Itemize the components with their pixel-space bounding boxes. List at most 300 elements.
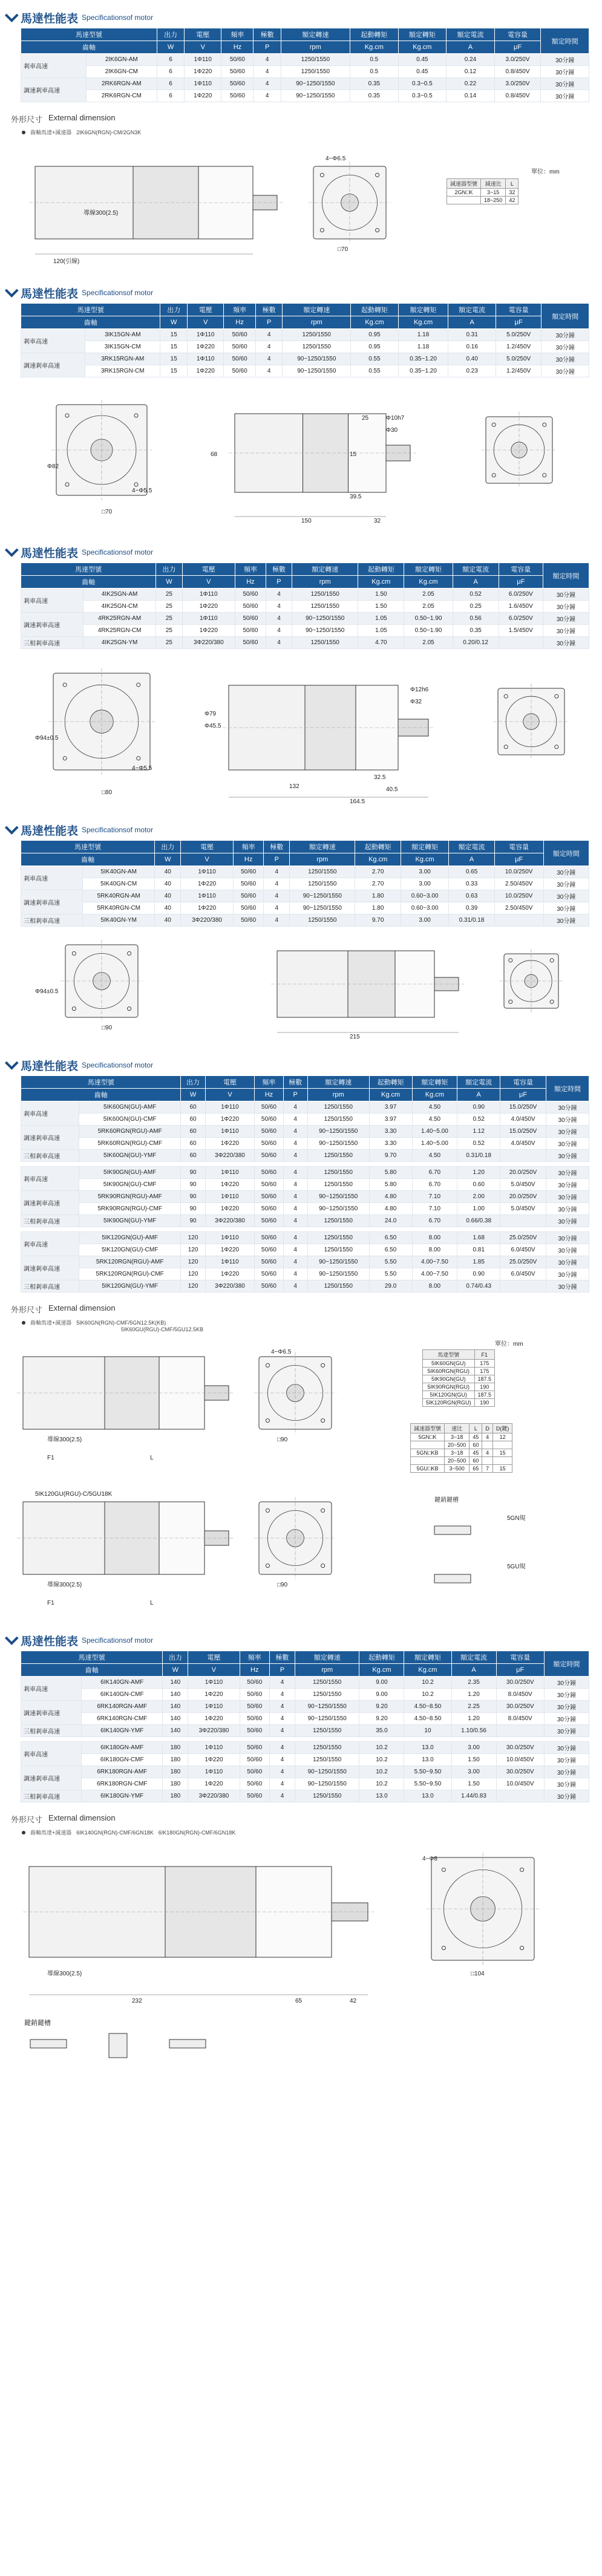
table-cell xyxy=(500,1215,546,1227)
table-cell: 1.50 xyxy=(358,601,404,613)
table-cell: 25 xyxy=(156,601,182,613)
subheader-cell: A xyxy=(447,41,495,54)
table-cell: 5IK60GN(GU)-AMF xyxy=(79,1101,181,1114)
table-cell: 180 xyxy=(163,1754,188,1766)
table-cell: 90~1250/1550 xyxy=(295,1713,359,1725)
table-cell: 0.60~3.00 xyxy=(401,890,449,902)
table-cell: 2.25 xyxy=(451,1701,496,1713)
dim-label: 5GU規 xyxy=(507,1564,526,1570)
table-cell: 5RK90RGN(RGU)-CMF xyxy=(79,1203,181,1215)
table-cell: 90~1250/1550 xyxy=(295,1778,359,1790)
table-cell: 1Φ110 xyxy=(188,1742,240,1754)
header-cell: 頻率 xyxy=(240,1651,269,1664)
table-cell: 30.0/250V xyxy=(496,1766,544,1778)
table-cell: 30分鐘 xyxy=(546,1268,589,1280)
subheader-cell: μF xyxy=(500,1089,546,1101)
table-cell: 1250/1550 xyxy=(295,1742,359,1754)
table-cell: 3.30 xyxy=(369,1126,412,1138)
table-cell: 4IK25GN-CM xyxy=(83,601,155,613)
subheader-cell: V xyxy=(182,576,235,589)
spec-table xyxy=(21,1075,589,1293)
table-cell: 6RK140RGN-CMF xyxy=(82,1713,163,1725)
gear-face-4ik xyxy=(493,683,569,760)
table-cell: 90~1250/1550 xyxy=(307,1126,369,1138)
table-cell: 5.0/450V xyxy=(500,1179,546,1191)
header-cell: 電壓 xyxy=(188,304,224,316)
table-cell: 50/60 xyxy=(235,625,266,637)
dim-label: L xyxy=(150,1455,154,1461)
table-cell: 30分鐘 xyxy=(546,1244,589,1256)
table-cell: 3Φ220/380 xyxy=(181,915,234,927)
dim-label: □70 xyxy=(102,509,113,515)
header-cell: 頻率 xyxy=(255,1076,283,1089)
table-cell: 4.00~7.50 xyxy=(412,1268,457,1280)
header-cell: 額定電流 xyxy=(449,841,494,853)
table-cell: 3Φ220/380 xyxy=(182,637,235,649)
mini-cell: 3~500 xyxy=(445,1465,469,1473)
table-cell: 50/60 xyxy=(221,78,254,90)
header-cell: 額定電流 xyxy=(457,1076,500,1089)
header-cell: 額定電流 xyxy=(453,563,499,576)
table-cell: 2.50/450V xyxy=(494,902,543,915)
table-row xyxy=(21,1754,589,1766)
table-cell: 50/60 xyxy=(240,1790,269,1802)
header-cell: 頻率 xyxy=(221,28,254,41)
table-row xyxy=(21,365,589,377)
dim-label: F1 xyxy=(47,1455,54,1461)
dim-title-zh: 外形尺寸 xyxy=(11,1306,43,1315)
table-cell: 140 xyxy=(163,1725,188,1737)
table-cell: 3Φ220/380 xyxy=(205,1215,255,1227)
drawing-svg xyxy=(11,1332,592,1623)
header-cell: 電壓 xyxy=(205,1076,255,1089)
note-code: 5IK60GN(RGN)-CMF/5GN12.5K(KB) xyxy=(76,1319,166,1326)
table-cell: 6.0/450V xyxy=(500,1244,546,1256)
table-cell: 4 xyxy=(283,1179,307,1191)
dim-label: Φ94±0.5 xyxy=(35,988,59,995)
table-cell: 1Φ220 xyxy=(205,1138,255,1150)
note-code: 2IK6GN(RGN)-CM/2GN3K xyxy=(76,129,142,135)
table-cell: 50/60 xyxy=(233,915,263,927)
section-title-zh: 馬達性能表 xyxy=(21,1059,79,1073)
table-row xyxy=(21,1215,589,1227)
table-cell: 4RK25RGN-AM xyxy=(83,613,155,625)
table-cell: 90~1250/1550 xyxy=(292,613,358,625)
header-cell: 馬達型號 xyxy=(21,563,156,576)
subheader-cell: W xyxy=(156,576,182,589)
drawing-svg xyxy=(11,1836,592,2012)
table-cell: 4 xyxy=(283,1244,307,1256)
dim-label: 42 xyxy=(350,1998,357,2004)
table-cell: 4 xyxy=(283,1126,307,1138)
table-cell: 0.20/0.12 xyxy=(453,637,499,649)
table-cell: 1Φ220 xyxy=(188,1689,240,1701)
table-cell: 4IK25GN-AM xyxy=(83,589,155,601)
header-cell: 電容量 xyxy=(500,1076,546,1089)
table-cell: 1250/1550 xyxy=(307,1215,369,1227)
table-cell: 5RK40RGN-CM xyxy=(83,902,155,915)
subheader-cell: μF xyxy=(499,576,543,589)
subheader-cell: Hz xyxy=(233,853,263,866)
table-cell: 10.2 xyxy=(359,1766,404,1778)
table-cell: 4 xyxy=(283,1138,307,1150)
header-cell: 額定轉速 xyxy=(290,841,355,853)
subheader-cell: W xyxy=(160,316,188,329)
subheader-cell: Hz xyxy=(224,316,255,329)
header-cell: 額定轉矩 xyxy=(398,28,447,41)
table-cell: 9.00 xyxy=(359,1689,404,1701)
table-cell: 50/60 xyxy=(233,878,263,890)
keyway-icon xyxy=(109,2033,127,2058)
table-cell: 9.20 xyxy=(359,1701,404,1713)
header-cell: 額定時間 xyxy=(543,563,589,589)
group-label: 剎車高速 xyxy=(21,1167,79,1191)
group-label: 三相剎車高速 xyxy=(21,1215,79,1227)
table-row xyxy=(21,1766,589,1778)
side-view-5ik40 xyxy=(271,951,465,1017)
table-cell: 50/60 xyxy=(255,1215,283,1227)
table-cell: 13.0 xyxy=(404,1754,451,1766)
table-cell: 8.00 xyxy=(412,1232,457,1244)
dim-label: □90 xyxy=(277,1436,288,1443)
table-cell: 9.70 xyxy=(369,1150,412,1162)
table-row xyxy=(21,54,589,66)
header-cell: 出力 xyxy=(157,28,184,41)
table-cell: 10.2 xyxy=(359,1754,404,1766)
note-code: 5IK120GU(RGU)-C/5GU18K xyxy=(35,1491,113,1498)
table-cell: 4.00~7.50 xyxy=(412,1256,457,1268)
table-cell: 1.18 xyxy=(398,341,448,353)
dim-label: 4~Φ5.5 xyxy=(132,487,152,494)
table-cell: 15 xyxy=(160,353,188,365)
dim-title xyxy=(11,113,602,125)
table-cell: 0.35 xyxy=(453,625,499,637)
subheader-cell: W xyxy=(163,1664,188,1677)
section-title-en: Specificationsof motor xyxy=(82,13,154,22)
header-cell: 馬達型號 xyxy=(21,28,157,41)
table-row xyxy=(21,890,589,902)
table-cell: 30分鐘 xyxy=(546,1191,589,1203)
mini-cell: 60 xyxy=(469,1457,482,1465)
mini-cell: 65 xyxy=(469,1465,482,1473)
subheader-cell: A xyxy=(451,1664,496,1677)
table-cell: 1Φ220 xyxy=(182,601,235,613)
mini-cell: 42 xyxy=(506,197,519,204)
header-cell: 極數 xyxy=(255,304,283,316)
mini-cell: 190 xyxy=(474,1383,495,1391)
drawing-6ik xyxy=(11,1836,591,2012)
key-icon xyxy=(169,2040,206,2048)
check-icon xyxy=(5,1631,19,1645)
header-cell: 極數 xyxy=(269,1651,295,1664)
dim-label: 68 xyxy=(211,451,218,458)
mini-cell: 187.5 xyxy=(474,1375,495,1383)
table-cell: 4.0/450V xyxy=(500,1114,546,1126)
table-cell: 0.8/450V xyxy=(494,66,541,78)
table-row xyxy=(21,866,589,878)
subheader-cell: 齒軸 xyxy=(21,41,157,54)
mini-cell: 20~500 xyxy=(445,1457,469,1465)
group-label: 調速剎車高速 xyxy=(21,78,87,102)
table-cell: 140 xyxy=(163,1677,188,1689)
table-cell: 4.80 xyxy=(369,1203,412,1215)
table-cell: 6IK180GN-AMF xyxy=(82,1742,163,1754)
table-cell: 20.0/250V xyxy=(500,1167,546,1179)
table-cell: 40 xyxy=(155,890,181,902)
note-label: 齒軸馬達+減速器 xyxy=(30,1830,72,1836)
mini-cell xyxy=(411,1457,445,1465)
header-cell: 額定轉速 xyxy=(281,28,350,41)
table-cell: 2RK6RGN-AM xyxy=(86,78,157,90)
table-cell: 50/60 xyxy=(255,1179,283,1191)
table-cell: 2IK6GN-CM xyxy=(86,66,157,78)
table-cell: 4 xyxy=(283,1280,307,1293)
table-cell: 50/60 xyxy=(235,601,266,613)
dim-note-2: 5IK60GU(RGU)-CMF/5GU12.5KB xyxy=(121,1326,204,1332)
table-cell: 6.0/450V xyxy=(500,1268,546,1280)
table-cell: 180 xyxy=(163,1742,188,1754)
spec-section-3 xyxy=(0,823,602,927)
table-cell: 4 xyxy=(266,625,292,637)
table-cell: 9.20 xyxy=(359,1713,404,1725)
table-cell: 90~1250/1550 xyxy=(307,1138,369,1150)
table-cell: 3.00 xyxy=(451,1742,496,1754)
section-title-zh: 馬達性能表 xyxy=(21,824,79,838)
table-row xyxy=(21,637,589,649)
table-row xyxy=(21,601,589,613)
table-cell: 1Φ110 xyxy=(182,589,235,601)
table-cell: 30分鐘 xyxy=(546,1256,589,1268)
table-cell: 5.50~9.50 xyxy=(404,1766,451,1778)
side-view-3ik xyxy=(229,414,416,492)
dim-label: L xyxy=(150,1600,154,1606)
table-cell: 6 xyxy=(157,66,184,78)
spec-table xyxy=(21,562,589,649)
header-cell: 頻率 xyxy=(224,304,255,316)
spec-table xyxy=(21,1651,589,1802)
dim-note xyxy=(22,1319,602,1326)
table-cell: 50/60 xyxy=(224,341,255,353)
table-cell: 3RK15RGN-CM xyxy=(85,365,160,377)
table-cell: 4 xyxy=(255,353,283,365)
mini-cell: 45 xyxy=(469,1449,482,1457)
dim-label: Φ32 xyxy=(410,699,422,705)
header-cell: 額定轉速 xyxy=(283,304,351,316)
table-cell: 40 xyxy=(155,878,181,890)
group-label: 三相剎車高速 xyxy=(21,915,83,927)
mini-cell: 175 xyxy=(474,1368,495,1375)
key-icon xyxy=(434,1574,471,1583)
table-cell: 30分鐘 xyxy=(544,1778,589,1790)
table-cell: 1250/1550 xyxy=(307,1114,369,1126)
mini-cell: 3~18 xyxy=(445,1449,469,1457)
mini-cell xyxy=(492,1441,512,1449)
table-cell: 4.70 xyxy=(358,637,404,649)
table-cell: 1.18 xyxy=(398,329,448,341)
table-cell: 50/60 xyxy=(224,329,255,341)
dim-title-zh: 外形尺寸 xyxy=(11,116,43,125)
table-cell: 30分鐘 xyxy=(543,589,589,601)
table-cell: 30分鐘 xyxy=(543,878,589,890)
table-cell: 0.50~1.90 xyxy=(404,613,453,625)
mini-row xyxy=(411,1465,512,1473)
drawing-3ik xyxy=(11,377,591,535)
dim-note xyxy=(22,1828,602,1836)
header-cell: 額定時間 xyxy=(544,1651,589,1677)
subheader-cell: rpm xyxy=(281,41,350,54)
table-cell: 4 xyxy=(283,1114,307,1126)
subheader-cell: 齒軸 xyxy=(21,576,156,589)
subheader-cell: A xyxy=(448,316,496,329)
table-cell: 50/60 xyxy=(255,1126,283,1138)
table-cell: 13.0 xyxy=(404,1742,451,1754)
table-cell: 1Φ220 xyxy=(181,878,234,890)
table-cell: 30分鐘 xyxy=(543,866,589,878)
mini-cell: 175 xyxy=(474,1360,495,1368)
key-icon xyxy=(30,2040,67,2048)
spec-section-5 xyxy=(0,1634,602,1802)
key-detail-svg xyxy=(24,2027,266,2070)
table-cell: 90~1250/1550 xyxy=(281,90,350,102)
table-cell: 4.80 xyxy=(369,1191,412,1203)
table-cell: 0.5 xyxy=(350,66,399,78)
header-cell: 電容量 xyxy=(494,28,541,41)
group-label: 三相剎車高速 xyxy=(21,1150,79,1162)
table-cell: 90~1250/1550 xyxy=(307,1203,369,1215)
section-title-en: Specificationsof motor xyxy=(82,826,154,834)
table-cell: 50/60 xyxy=(221,54,254,66)
table-cell: 25 xyxy=(156,637,182,649)
mini-cell: 7 xyxy=(482,1465,493,1473)
table-cell: 10.0/250V xyxy=(494,890,543,902)
table-cell xyxy=(494,915,543,927)
group-label: 調速剎車高速 xyxy=(21,1256,79,1280)
side-view-5ik60 xyxy=(17,1357,235,1429)
subheader-cell: P xyxy=(283,1089,307,1101)
table-row xyxy=(21,1725,589,1737)
table-row xyxy=(21,1713,589,1725)
table-cell: 4.50 xyxy=(412,1114,457,1126)
subheader-cell: Kg.cm xyxy=(401,853,449,866)
table-cell: 30分鐘 xyxy=(544,1790,589,1802)
table-cell: 2RK6RGN-CM xyxy=(86,90,157,102)
table-cell: 1250/1550 xyxy=(281,54,350,66)
table-cell: 4 xyxy=(266,589,292,601)
table-cell: 50/60 xyxy=(233,902,263,915)
dim-title-en: External dimension xyxy=(48,1303,116,1312)
header-cell: 電壓 xyxy=(185,28,221,41)
subheader-cell: rpm xyxy=(307,1089,369,1101)
section-title-en: Specificationsof motor xyxy=(82,548,154,556)
table-cell: 1Φ110 xyxy=(205,1126,255,1138)
spec-table xyxy=(21,840,589,927)
table-cell: 2.00 xyxy=(457,1191,500,1203)
mini-cell xyxy=(482,1457,493,1465)
table-cell: 4 xyxy=(283,1232,307,1244)
group-label: 調速剎車高速 xyxy=(21,613,83,637)
dim-label: 25 xyxy=(362,415,369,422)
table-cell: 10.0/450V xyxy=(496,1778,544,1790)
mini-cell xyxy=(492,1457,512,1465)
subheader-cell: μF xyxy=(496,316,541,329)
table-cell: 13.0 xyxy=(359,1790,404,1802)
dim-label: Φ45.5 xyxy=(204,723,221,729)
mini-cell: 5IK120GN(GU) xyxy=(423,1391,475,1399)
table-cell: 30分鐘 xyxy=(541,90,589,102)
table-cell: 1.2/450V xyxy=(496,341,541,353)
group-label: 調速剎車高速 xyxy=(21,1126,79,1150)
subheader-cell: Hz xyxy=(255,1089,283,1101)
table-row xyxy=(21,1244,589,1256)
table-cell: 1250/1550 xyxy=(290,866,355,878)
table-cell: 4 xyxy=(269,1725,295,1737)
subheader-cell: μF xyxy=(494,853,543,866)
table-cell: 3.00 xyxy=(401,878,449,890)
table-cell: 3.97 xyxy=(369,1101,412,1114)
table-cell: 30分鐘 xyxy=(544,1742,589,1754)
table-cell: 30.0/250V xyxy=(496,1742,544,1754)
section-title xyxy=(7,286,602,299)
table-cell: 1Φ110 xyxy=(205,1256,255,1268)
dim-label: 5GN規 xyxy=(507,1515,526,1522)
group-label: 三相剎車高速 xyxy=(21,1280,79,1293)
mini-cell: 5IK60GN(GU) xyxy=(423,1360,475,1368)
table-cell: 30分鐘 xyxy=(543,637,589,649)
table-cell: 1Φ220 xyxy=(188,1754,240,1766)
table-cell: 1250/1550 xyxy=(283,341,351,353)
mini-cell xyxy=(482,1441,493,1449)
side-view-5ik120 xyxy=(17,1502,235,1574)
drawing-svg xyxy=(11,377,592,535)
dim-label: 32 xyxy=(374,518,381,524)
mini-cell: 12 xyxy=(492,1433,512,1441)
table-cell: 6 xyxy=(157,54,184,66)
table-cell: 1250/1550 xyxy=(283,329,351,341)
table-cell: 4IK25GN-YM xyxy=(83,637,155,649)
table-cell: 0.90 xyxy=(457,1101,500,1114)
dim-label: □80 xyxy=(102,789,113,796)
table-cell: 0.40 xyxy=(448,353,496,365)
dim-note xyxy=(22,128,602,136)
table-cell: 6.70 xyxy=(412,1215,457,1227)
subheader-cell: W xyxy=(181,1089,205,1101)
table-cell: 4.50 xyxy=(412,1101,457,1114)
header-cell: 額定轉速 xyxy=(292,563,358,576)
subheader-cell: Kg.cm xyxy=(350,41,399,54)
table-cell xyxy=(500,1280,546,1293)
table-cell: 4 xyxy=(269,1766,295,1778)
subheader-cell: rpm xyxy=(290,853,355,866)
side-view-4ik xyxy=(223,685,434,770)
table-cell: 1Φ220 xyxy=(205,1114,255,1126)
table-cell: 0.45 xyxy=(398,66,447,78)
table-cell: 1.68 xyxy=(457,1232,500,1244)
table-cell: 0.45 xyxy=(398,54,447,66)
table-cell: 4 xyxy=(283,1167,307,1179)
section-title-zh: 馬達性能表 xyxy=(21,546,79,560)
check-icon xyxy=(5,284,19,298)
table-cell: 5RK90RGN(RGU)-AMF xyxy=(79,1191,181,1203)
subheader-cell: rpm xyxy=(292,576,358,589)
table-cell: 90~1250/1550 xyxy=(307,1191,369,1203)
table-cell: 4 xyxy=(264,902,290,915)
table-cell: 90~1250/1550 xyxy=(292,625,358,637)
table-cell: 0.3~0.5 xyxy=(398,78,447,90)
table-cell: 0.33 xyxy=(449,878,494,890)
table-cell: 1250/1550 xyxy=(307,1179,369,1191)
group-label: 三相剎車高速 xyxy=(21,637,83,649)
table-cell: 90~1250/1550 xyxy=(295,1701,359,1713)
